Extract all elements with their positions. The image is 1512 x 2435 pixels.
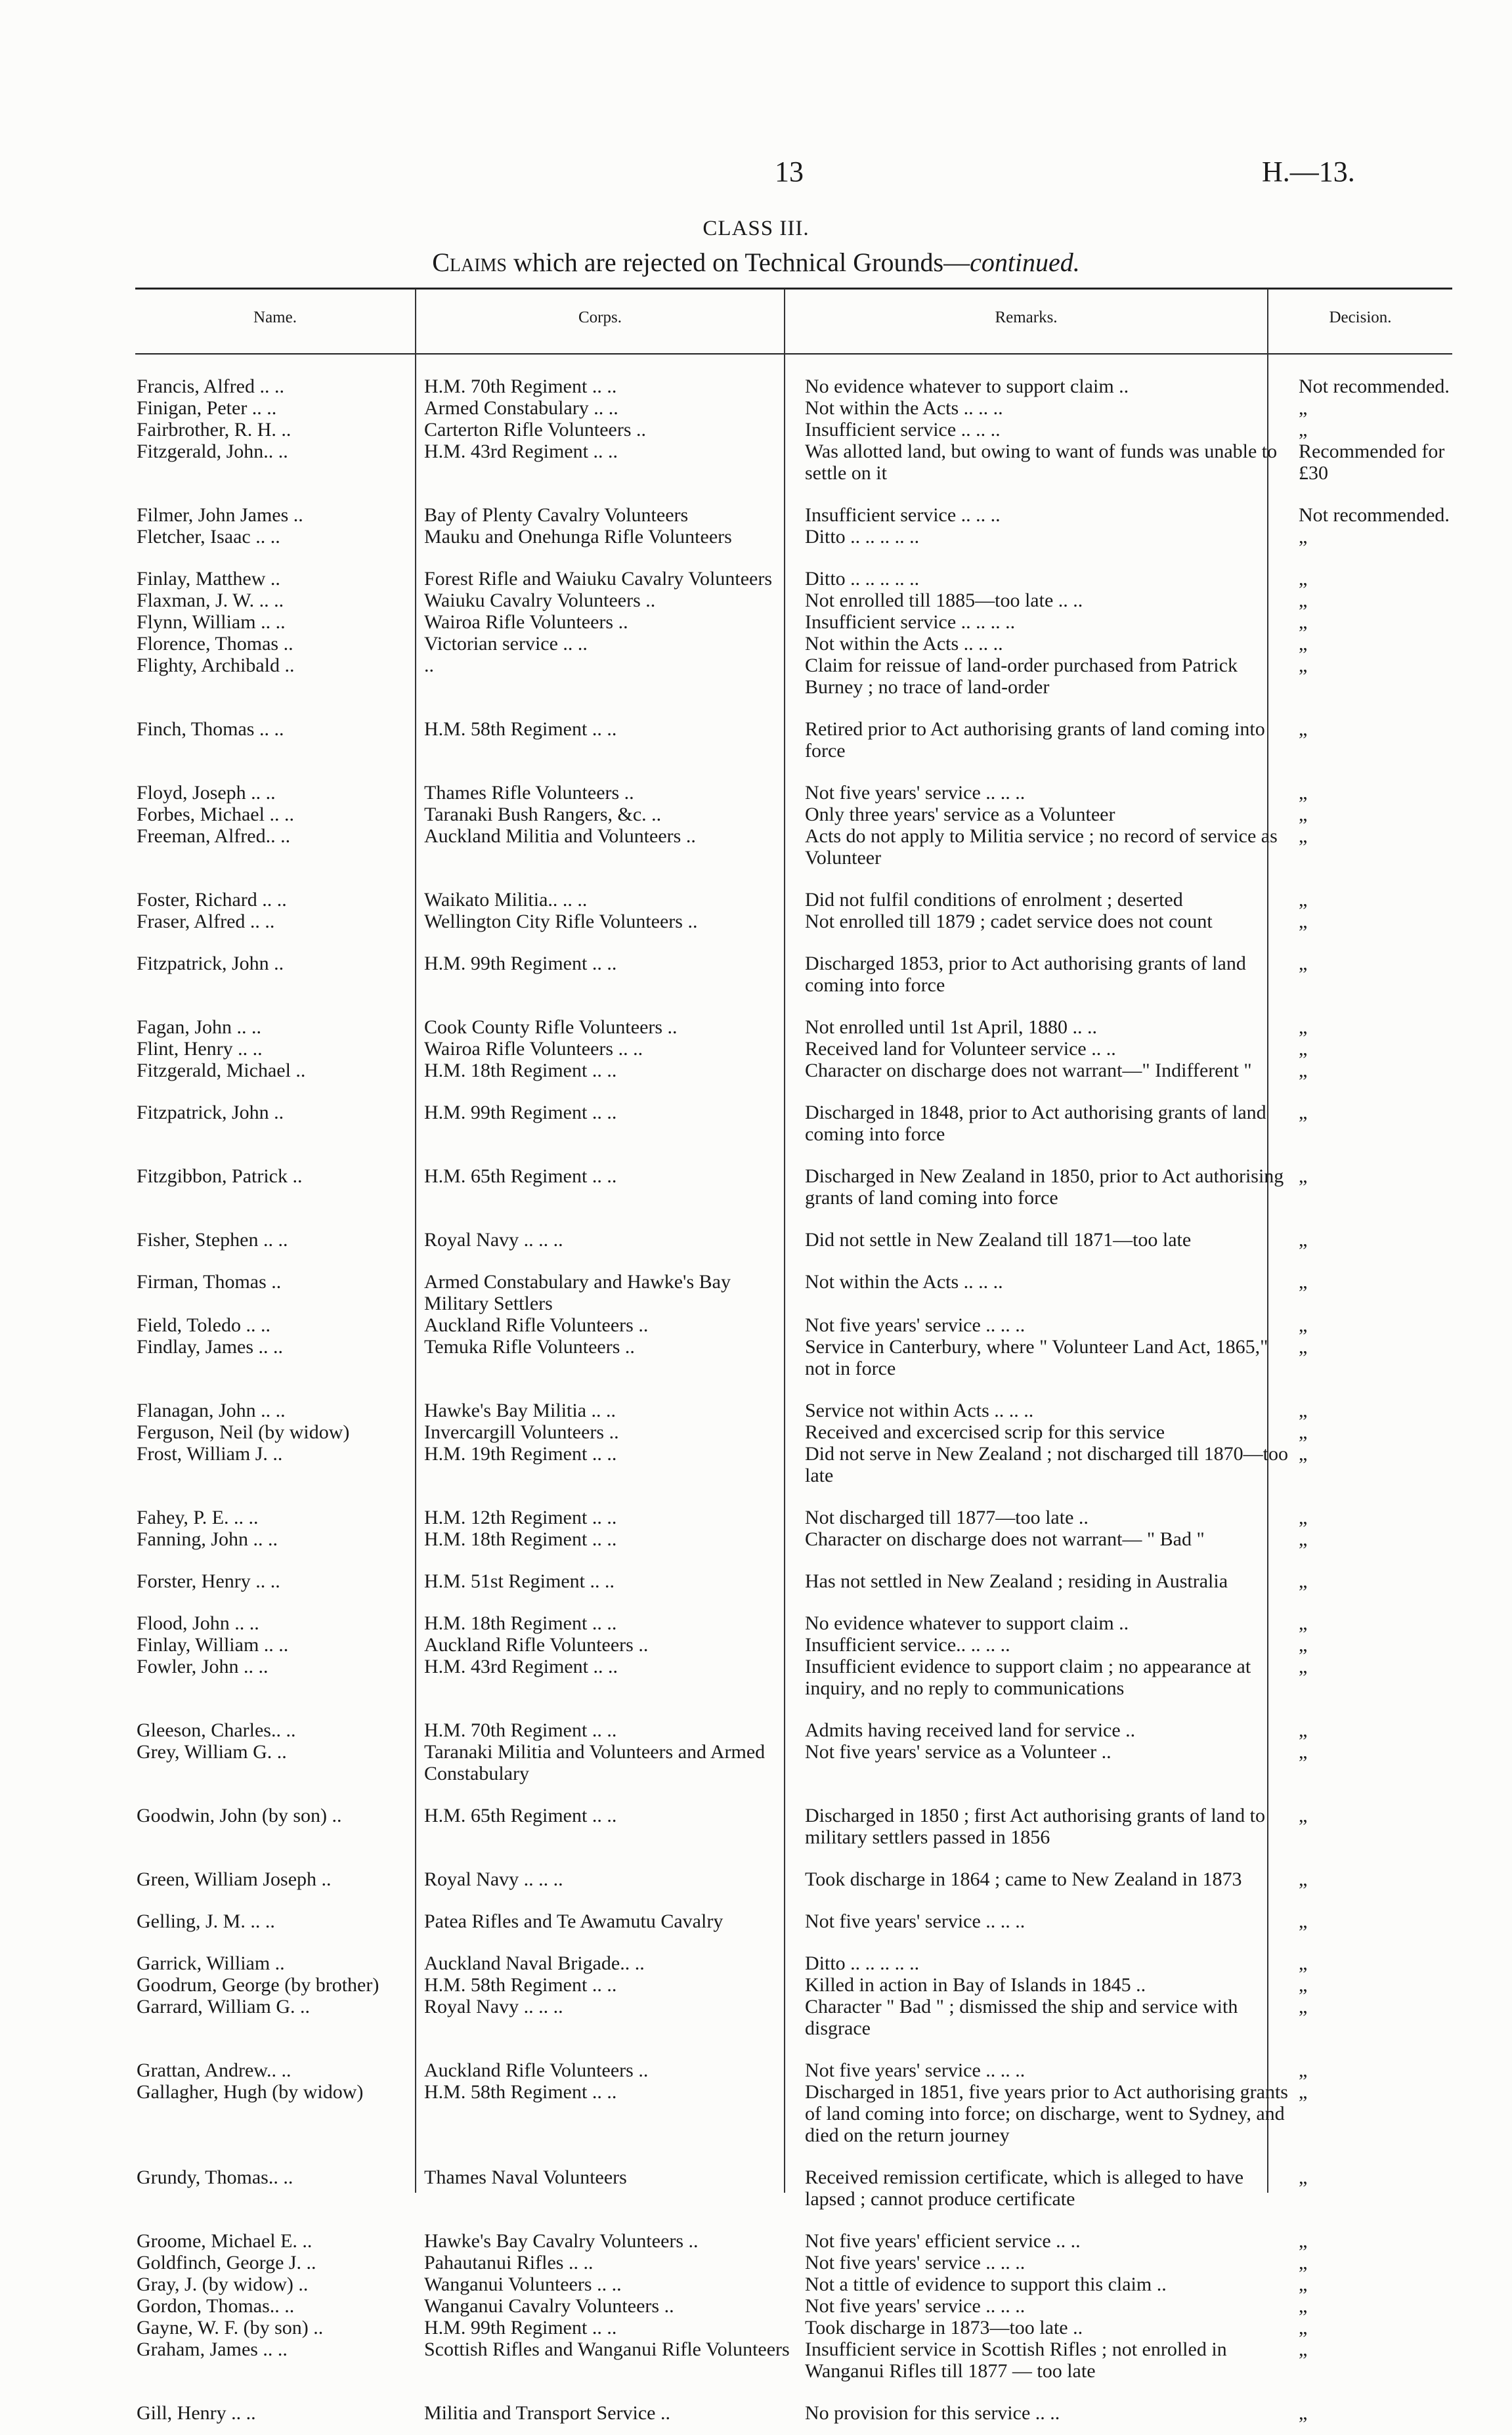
corps-cell: Pahautanui Rifles .. .. <box>424 2252 594 2273</box>
table-row <box>135 611 1471 633</box>
corps-cell: H.M. 51st Regiment .. .. <box>424 1570 615 1592</box>
table-row <box>135 441 1471 484</box>
remarks-cell: Insufficient service.. .. .. .. <box>805 1634 1010 1656</box>
remarks-cell: Admits having received land for service .. <box>805 1719 1136 1741</box>
corps-cell: Thames Rifle Volunteers .. <box>424 782 634 804</box>
corps-cell: H.M. 99th Regiment .. .. <box>424 2317 617 2338</box>
corps-cell: Royal Navy .. .. .. <box>424 1868 563 1890</box>
corps-cell: Waikato Militia.. .. .. <box>424 889 588 911</box>
corps-cell: H.M. 18th Regiment .. .. <box>424 1612 617 1634</box>
decision-cell: „ <box>1299 1868 1308 1890</box>
decision-cell: „ <box>1299 1719 1308 1741</box>
claimant-name: Fitzgibbon, Patrick .. <box>137 1165 303 1187</box>
remarks-cell: Has not settled in New Zealand ; residing in Australia <box>805 1570 1228 1592</box>
claims-table-body <box>135 376 1471 2424</box>
decision-cell: „ <box>1299 633 1308 655</box>
header-bottom-rule <box>135 353 1452 355</box>
remarks-cell: Not five years' service .. .. .. <box>805 1910 1026 1932</box>
corps-cell: .. <box>424 655 434 676</box>
table-row <box>135 2210 1471 2252</box>
subtitle-middle: which are rejected on Technical Grounds— <box>513 248 970 277</box>
claimant-name: Goldfinch, George J. .. <box>137 2252 316 2273</box>
subtitle-claims: Claims <box>432 248 507 277</box>
decision-cell: „ <box>1299 1570 1308 1592</box>
corps-cell: H.M. 58th Regiment .. .. <box>424 718 617 740</box>
remarks-cell: Discharged 1853, prior to Act authorising grants of land coming into force <box>805 953 1246 996</box>
decision-cell: „ <box>1299 1910 1308 1932</box>
remarks-cell: Insufficient evidence to support claim ; no appearance at inquiry, and no reply to communications <box>805 1656 1251 1699</box>
table-row <box>135 1974 1471 1996</box>
corps-cell: Taranaki Militia and Volunteers and Armed Constabulary <box>424 1741 766 1784</box>
remarks-cell: No evidence whatever to support claim .. <box>805 1612 1129 1634</box>
corps-cell: Wanganui Volunteers .. .. <box>424 2273 622 2295</box>
decision-cell: „ <box>1299 655 1308 676</box>
table-row <box>135 996 1471 1038</box>
remarks-cell: Not five years' service .. .. .. <box>805 2252 1026 2273</box>
corps-cell: Wairoa Rifle Volunteers .. .. <box>424 1038 643 1060</box>
claimant-name: Gallagher, Hugh (by widow) <box>137 2081 364 2103</box>
document-reference: H.—13. <box>1262 156 1355 188</box>
remarks-cell: Not five years' service .. .. .. <box>805 1314 1026 1336</box>
remarks-cell: Took discharge in 1873—too late .. <box>805 2317 1083 2338</box>
claimant-name: Fletcher, Isaac .. .. <box>137 526 280 548</box>
decision-cell: „ <box>1299 1038 1308 1060</box>
corps-cell: H.M. 12th Regiment .. .. <box>424 1507 617 1528</box>
corps-cell: Royal Navy .. .. .. <box>424 1996 563 2017</box>
table-row <box>135 2295 1471 2317</box>
corps-cell: Thames Naval Volunteers <box>424 2166 627 2188</box>
table-row <box>135 1699 1471 1741</box>
table-row <box>135 698 1471 762</box>
table-row <box>135 376 1471 397</box>
remarks-cell: Received and excercised scrip for this service <box>805 1421 1165 1443</box>
table-row <box>135 1314 1471 1336</box>
remarks-cell: Not enrolled till 1879 ; cadet service does not count <box>805 911 1213 932</box>
remarks-cell: Did not fulfil conditions of enrolment ; deserted <box>805 889 1183 911</box>
claimant-name: Florence, Thomas .. <box>137 633 293 655</box>
decision-cell: „ <box>1299 1102 1308 1123</box>
table-row <box>135 2382 1471 2424</box>
table-row <box>135 1890 1471 1932</box>
decision-cell: „ <box>1299 611 1308 633</box>
decision-cell: „ <box>1299 2295 1308 2317</box>
decision-cell: „ <box>1299 1656 1308 1677</box>
decision-cell: „ <box>1299 804 1308 825</box>
remarks-cell: Not enrolled until 1st April, 1880 .. .. <box>805 1016 1097 1038</box>
corps-cell: H.M. 19th Regiment .. .. <box>424 1443 617 1465</box>
remarks-cell: Not within the Acts .. .. .. <box>805 1271 1003 1293</box>
decision-cell: „ <box>1299 889 1308 911</box>
claimant-name: Grattan, Andrew.. .. <box>137 2059 292 2081</box>
table-row <box>135 804 1471 825</box>
table-row <box>135 1081 1471 1145</box>
claimant-name: Flanagan, John .. .. <box>137 1400 286 1421</box>
decision-cell: Not recommended. <box>1299 376 1450 397</box>
corps-cell: Auckland Militia and Volunteers .. <box>424 825 696 847</box>
corps-cell: Auckland Rifle Volunteers .. <box>424 2059 649 2081</box>
corps-cell: Wanganui Cavalry Volunteers .. <box>424 2295 674 2317</box>
decision-cell: „ <box>1299 2402 1308 2424</box>
remarks-cell: Claim for reissue of land-order purchased from Patrick Burney ; no trace of land-order <box>805 655 1238 698</box>
table-row <box>135 633 1471 655</box>
corps-cell: Militia and Transport Service .. <box>424 2402 670 2424</box>
corps-cell: Armed Constabulary and Hawke's Bay Military Settlers <box>424 1271 731 1314</box>
decision-cell: „ <box>1299 1996 1308 2017</box>
decision-cell: „ <box>1299 1060 1308 1081</box>
corps-cell: Patea Rifles and Te Awamutu Cavalry <box>424 1910 724 1932</box>
remarks-cell: Not within the Acts .. .. .. <box>805 633 1003 655</box>
decision-cell: Not recommended. <box>1299 504 1450 526</box>
remarks-cell: Not five years' efficient service .. .. <box>805 2230 1081 2252</box>
corps-cell: Invercargill Volunteers .. <box>424 1421 619 1443</box>
corps-cell: Wairoa Rifle Volunteers .. <box>424 611 628 633</box>
table-row <box>135 2317 1471 2338</box>
corps-cell: Cook County Rifle Volunteers .. <box>424 1016 678 1038</box>
decision-cell: „ <box>1299 2081 1308 2103</box>
remarks-cell: Ditto .. .. .. .. .. <box>805 526 920 548</box>
remarks-cell: Received remission certificate, which is alleged to have lapsed ; cannot produce certificate <box>805 2166 1244 2210</box>
decision-cell: „ <box>1299 1528 1308 1550</box>
table-row <box>135 1741 1471 1784</box>
corps-cell: Auckland Naval Brigade.. .. <box>424 1952 645 1974</box>
table-row <box>135 2273 1471 2295</box>
decision-cell: „ <box>1299 419 1308 441</box>
decision-cell: „ <box>1299 1634 1308 1656</box>
claimant-name: Gill, Henry .. .. <box>137 2402 256 2424</box>
remarks-cell: Took discharge in 1864 ; came to New Zealand in 1873 <box>805 1868 1242 1890</box>
corps-cell: H.M. 18th Regiment .. .. <box>424 1528 617 1550</box>
table-row <box>135 1443 1471 1486</box>
table-row <box>135 1592 1471 1634</box>
table-row <box>135 932 1471 996</box>
table-row <box>135 1848 1471 1890</box>
claimant-name: Gleeson, Charles.. .. <box>137 1719 296 1741</box>
claimant-name: Flaxman, J. W. .. .. <box>137 590 284 611</box>
table-top-rule <box>135 288 1452 290</box>
claimant-name: Garrick, William .. <box>137 1952 285 1974</box>
claimant-name: Frost, William J. .. <box>137 1443 283 1465</box>
decision-cell: „ <box>1299 782 1308 804</box>
table-row <box>135 1634 1471 1656</box>
table-row <box>135 2338 1471 2382</box>
table-row <box>135 762 1471 804</box>
table-row <box>135 1996 1471 2039</box>
header-remarks: Remarks. <box>995 309 1058 326</box>
table-row <box>135 1251 1471 1314</box>
claimant-name: Flood, John .. .. <box>137 1612 259 1634</box>
decision-cell: „ <box>1299 526 1308 548</box>
corps-cell: H.M. 58th Regiment .. .. <box>424 2081 617 2103</box>
header-name: Name. <box>253 309 297 326</box>
corps-cell: Armed Constabulary .. .. <box>424 397 618 419</box>
decision-cell: „ <box>1299 1314 1308 1336</box>
remarks-cell: Ditto .. .. .. .. .. <box>805 1952 920 1974</box>
remarks-cell: Character on discharge does not warrant— " Bad " <box>805 1528 1205 1550</box>
table-row <box>135 1209 1471 1251</box>
claimant-name: Fahey, P. E. .. .. <box>137 1507 259 1528</box>
decision-cell: „ <box>1299 2338 1308 2360</box>
claimant-name: Flighty, Archibald .. <box>137 655 295 676</box>
corps-cell: Wellington City Rifle Volunteers .. <box>424 911 698 932</box>
decision-cell: „ <box>1299 825 1308 847</box>
corps-cell: H.M. 43rd Regiment .. .. <box>424 441 618 462</box>
decision-cell: „ <box>1299 1612 1308 1634</box>
decision-cell: „ <box>1299 397 1308 419</box>
corps-cell: H.M. 70th Regiment .. .. <box>424 1719 617 1741</box>
claimant-name: Freeman, Alfred.. .. <box>137 825 291 847</box>
decision-cell: „ <box>1299 1336 1308 1358</box>
decision-cell: „ <box>1299 590 1308 611</box>
remarks-cell: Not a tittle of evidence to support this claim .. <box>805 2273 1167 2295</box>
corps-cell: Taranaki Bush Rangers, &c. .. <box>424 804 662 825</box>
corps-cell: H.M. 43rd Regiment .. .. <box>424 1656 618 1677</box>
remarks-cell: Did not settle in New Zealand till 1871—too late <box>805 1229 1192 1251</box>
decision-cell: „ <box>1299 1016 1308 1038</box>
claimant-name: Goodwin, John (by son) .. <box>137 1805 342 1826</box>
claimant-name: Finch, Thomas .. .. <box>137 718 284 740</box>
claimant-name: Flynn, William .. .. <box>137 611 286 633</box>
corps-cell: Auckland Rifle Volunteers .. <box>424 1634 649 1656</box>
claimant-name: Garrard, William G. .. <box>137 1996 310 2017</box>
remarks-cell: Discharged in 1851, five years prior to Act authorising grants of land coming into force; on discharge, went to Sydney, and died on the return journey <box>805 2081 1288 2146</box>
decision-cell: „ <box>1299 2252 1308 2273</box>
table-row <box>135 548 1471 590</box>
claimant-name: Firman, Thomas .. <box>137 1271 282 1293</box>
claimant-name: Fairbrother, R. H. .. <box>137 419 292 441</box>
corps-cell: Carterton Rifle Volunteers .. <box>424 419 646 441</box>
remarks-cell: Not five years' service .. .. .. <box>805 2059 1026 2081</box>
table-row <box>135 526 1471 548</box>
table-row <box>135 1550 1471 1592</box>
claimant-name: Fitzgerald, Michael .. <box>137 1060 306 1081</box>
remarks-cell: Service not within Acts .. .. .. <box>805 1400 1034 1421</box>
decision-cell: „ <box>1299 1229 1308 1251</box>
table-row <box>135 1336 1471 1379</box>
remarks-cell: Insufficient service .. .. .. <box>805 419 1001 441</box>
table-row <box>135 655 1471 698</box>
remarks-cell: Discharged in New Zealand in 1850, prior to Act authorising grants of land coming into force <box>805 1165 1284 1209</box>
table-row <box>135 825 1471 869</box>
claimant-name: Gelling, J. M. .. .. <box>137 1910 275 1932</box>
decision-cell: „ <box>1299 1952 1308 1974</box>
remarks-cell: Character " Bad " ; dismissed the ship and service with disgrace <box>805 1996 1238 2039</box>
remarks-cell: Acts do not apply to Militia service ; no record of service as Volunteer <box>805 825 1278 869</box>
corps-cell: Mauku and Onehunga Rifle Volunteers <box>424 526 732 548</box>
decision-cell: „ <box>1299 2273 1308 2295</box>
claimant-name: Green, William Joseph .. <box>137 1868 332 1890</box>
table-row <box>135 590 1471 611</box>
claims-table <box>135 376 1471 2424</box>
decision-cell: „ <box>1299 568 1308 590</box>
claimant-name: Gray, J. (by widow) .. <box>137 2273 309 2295</box>
remarks-cell: No provision for this service .. .. <box>805 2402 1060 2424</box>
remarks-cell: Insufficient service in Scottish Rifles ; not enrolled in Wanganui Rifles till 1877 — too late <box>805 2338 1227 2382</box>
claimant-name: Grundy, Thomas.. .. <box>137 2166 293 2188</box>
corps-cell: Temuka Rifle Volunteers .. <box>424 1336 635 1358</box>
decision-cell: „ <box>1299 1741 1308 1763</box>
remarks-cell: Not enrolled till 1885—too late .. .. <box>805 590 1083 611</box>
claimant-name: Fitzpatrick, John .. <box>137 953 284 974</box>
claimant-name: Gordon, Thomas.. .. <box>137 2295 295 2317</box>
remarks-cell: Character on discharge does not warrant—" Indifferent " <box>805 1060 1252 1081</box>
claimant-name: Floyd, Joseph .. .. <box>137 782 276 804</box>
claimant-name: Finlay, William .. .. <box>137 1634 289 1656</box>
table-row <box>135 2081 1471 2146</box>
header-corps: Corps. <box>578 309 622 326</box>
table-row <box>135 1421 1471 1443</box>
corps-cell: H.M. 58th Regiment .. .. <box>424 1974 617 1996</box>
table-row <box>135 1932 1471 1974</box>
decision-cell: „ <box>1299 1400 1308 1421</box>
decision-cell: „ <box>1299 911 1308 932</box>
claimant-name: Fagan, John .. .. <box>137 1016 261 1038</box>
table-subtitle <box>0 247 1512 278</box>
remarks-cell: Discharged in 1850 ; first Act authorising grants of land to military settlers passed in 1856 <box>805 1805 1266 1848</box>
decision-cell: „ <box>1299 1443 1308 1465</box>
corps-cell: Forest Rifle and Waiuku Cavalry Volunteers <box>424 568 773 590</box>
remarks-cell: Only three years' service as a Volunteer <box>805 804 1115 825</box>
remarks-cell: Service in Canterbury, where " Volunteer Land Act, 1865," not in force <box>805 1336 1268 1379</box>
decision-cell: „ <box>1299 1805 1308 1826</box>
corps-cell: H.M. 65th Regiment .. .. <box>424 1805 617 1826</box>
remarks-cell: Insufficient service .. .. .. <box>805 504 1001 526</box>
remarks-cell: Not discharged till 1877—too late .. <box>805 1507 1089 1528</box>
decision-cell: „ <box>1299 1974 1308 1996</box>
claimant-name: Fitzgerald, John.. .. <box>137 441 288 462</box>
corps-cell: H.M. 70th Regiment .. .. <box>424 376 617 397</box>
table-row <box>135 911 1471 932</box>
corps-cell: Victorian service .. .. <box>424 633 588 655</box>
corps-cell: Bay of Plenty Cavalry Volunteers <box>424 504 689 526</box>
table-row <box>135 2252 1471 2273</box>
claimant-name: Finlay, Matthew .. <box>137 568 280 590</box>
decision-cell: Recommended for £30 <box>1299 441 1445 484</box>
remarks-cell: Was allotted land, but owing to want of funds was unable to settle on it <box>805 441 1278 484</box>
table-row <box>135 1060 1471 1081</box>
corps-cell: H.M. 99th Regiment .. .. <box>424 953 617 974</box>
class-title: CLASS III. <box>702 217 810 240</box>
table-row <box>135 484 1471 526</box>
corps-cell: Hawke's Bay Cavalry Volunteers .. <box>424 2230 699 2252</box>
table-row <box>135 1038 1471 1060</box>
decision-cell: „ <box>1299 953 1308 974</box>
remarks-cell: Killed in action in Bay of Islands in 1845 .. <box>805 1974 1146 1996</box>
claimant-name: Fowler, John .. .. <box>137 1656 269 1677</box>
subtitle-continued: continued. <box>970 248 1080 277</box>
table-row <box>135 2039 1471 2081</box>
decision-cell: „ <box>1299 2059 1308 2081</box>
claimant-name: Forster, Henry .. .. <box>137 1570 280 1592</box>
decision-cell: „ <box>1299 2166 1308 2188</box>
table-row <box>135 1486 1471 1528</box>
table-row <box>135 1784 1471 1848</box>
corps-cell: Scottish Rifles and Wanganui Rifle Volunteers <box>424 2338 790 2360</box>
table-row <box>135 1528 1471 1550</box>
table-row <box>135 869 1471 911</box>
claimant-name: Grey, William G. .. <box>137 1741 287 1763</box>
claimant-name: Flint, Henry .. .. <box>137 1038 263 1060</box>
remarks-cell: Not five years' service as a Volunteer .. <box>805 1741 1112 1763</box>
decision-cell: „ <box>1299 1421 1308 1443</box>
claimant-name: Ferguson, Neil (by widow) <box>137 1421 350 1443</box>
table-row <box>135 1145 1471 1209</box>
claimant-name: Francis, Alfred .. .. <box>137 376 284 397</box>
table-row <box>135 1656 1471 1699</box>
corps-cell: Royal Navy .. .. .. <box>424 1229 563 1251</box>
corps-cell: Auckland Rifle Volunteers .. <box>424 1314 649 1336</box>
remarks-cell: No evidence whatever to support claim .. <box>805 376 1129 397</box>
decision-cell: „ <box>1299 1507 1308 1528</box>
claimant-name: Foster, Richard .. .. <box>137 889 287 911</box>
claimant-name: Graham, James .. .. <box>137 2338 288 2360</box>
remarks-cell: Did not serve in New Zealand ; not discharged till 1870—too late <box>805 1443 1288 1486</box>
decision-cell: „ <box>1299 1165 1308 1187</box>
decision-cell: „ <box>1299 2317 1308 2338</box>
corps-cell: H.M. 65th Regiment .. .. <box>424 1165 617 1187</box>
claimant-name: Filmer, John James .. <box>137 504 303 526</box>
remarks-cell: Insufficient service .. .. .. .. <box>805 611 1016 633</box>
claimant-name: Finigan, Peter .. .. <box>137 397 277 419</box>
remarks-cell: Not five years' service .. .. .. <box>805 2295 1026 2317</box>
claimant-name: Findlay, James .. .. <box>137 1336 284 1358</box>
remarks-cell: Not within the Acts .. .. .. <box>805 397 1003 419</box>
claimant-name: Fisher, Stephen .. .. <box>137 1229 288 1251</box>
remarks-cell: Received land for Volunteer service .. .. <box>805 1038 1116 1060</box>
table-row <box>135 419 1471 441</box>
decision-cell: „ <box>1299 2230 1308 2252</box>
remarks-cell: Ditto .. .. .. .. .. <box>805 568 920 590</box>
corps-cell: Hawke's Bay Militia .. .. <box>424 1400 616 1421</box>
table-row <box>135 1379 1471 1421</box>
page-number: 13 <box>775 156 804 188</box>
claimant-name: Forbes, Michael .. .. <box>137 804 294 825</box>
table-row <box>135 397 1471 419</box>
header-decision: Decision. <box>1329 309 1392 326</box>
claimant-name: Fraser, Alfred .. .. <box>137 911 275 932</box>
claimant-name: Field, Toledo .. .. <box>137 1314 271 1336</box>
claimant-name: Fanning, John .. .. <box>137 1528 278 1550</box>
claimant-name: Gayne, W. F. (by son) .. <box>137 2317 324 2338</box>
table-row <box>135 2146 1471 2210</box>
corps-cell: H.M. 18th Regiment .. .. <box>424 1060 617 1081</box>
remarks-cell: Not five years' service .. .. .. <box>805 782 1026 804</box>
corps-cell: Waiuku Cavalry Volunteers .. <box>424 590 656 611</box>
corps-cell: H.M. 99th Regiment .. .. <box>424 1102 617 1123</box>
claimant-name: Goodrum, George (by brother) <box>137 1974 379 1996</box>
claimant-name: Fitzpatrick, John .. <box>137 1102 284 1123</box>
remarks-cell: Discharged in 1848, prior to Act authorising grants of land coming into force <box>805 1102 1266 1145</box>
decision-cell: „ <box>1299 1271 1308 1293</box>
decision-cell: „ <box>1299 718 1308 740</box>
claimant-name: Groome, Michael E. .. <box>137 2230 313 2252</box>
remarks-cell: Retired prior to Act authorising grants of land coming into force <box>805 718 1265 762</box>
